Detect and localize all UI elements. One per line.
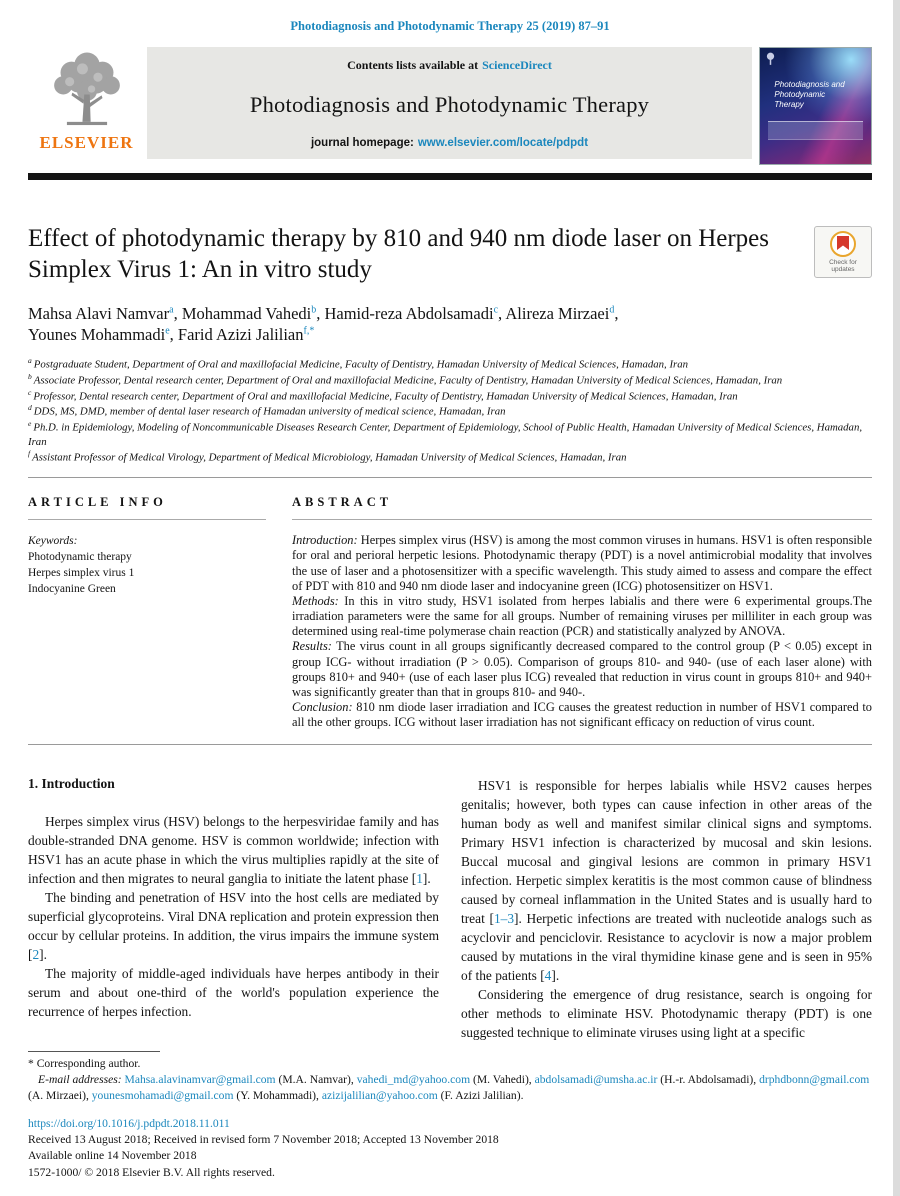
journal-cover-thumbnail: [759, 47, 872, 165]
email-link[interactable]: drphdbonn@gmail.com: [759, 1073, 870, 1087]
crossmark-label: Check for updates: [829, 258, 857, 273]
email-link[interactable]: abdolsamadi@umsha.ac.ir: [534, 1073, 658, 1087]
abstract-paragraph: Methods: In this in vitro study, HSV1 isolated from herpes labialis and there were 6 experimental groups.The irradiation parameters were the same for all groups. Number of remaining viruses per milliliter in each group was determined using real-time polymerase chain reaction (PCR) and statistically analyzed by ANOVA.: [292, 593, 872, 639]
author-affiliation-superscript[interactable]: c: [493, 304, 499, 315]
corresponding-author-note: * Corresponding author.: [28, 1057, 141, 1070]
issn-copyright-line: 1572-1000/ © 2018 Elsevier B.V. All rights reserved.: [28, 1165, 275, 1179]
text-segment: The majority of middle-aged individuals have herpes antibody in their serum and about one-third of the world's population experience the recurrence of herpes infection.: [28, 965, 439, 1019]
article-info-column: [28, 495, 266, 730]
masthead-box: [147, 47, 752, 159]
journal-reference-header: Photodiagnosis and Photodynamic Therapy 25 (2019) 87–91: [290, 19, 610, 33]
section-heading-introduction: 1. Introduction: [28, 775, 115, 791]
masthead-divider-bar: [28, 173, 872, 180]
contents-line: [153, 58, 746, 73]
author: Mohammad Vahedi$^b$,: [181, 303, 325, 323]
info-abstract-section: [28, 495, 872, 730]
text-segment: (F. Azizi Jalilian).: [437, 1088, 524, 1102]
text-segment: The binding and penetration of HSV into the host cells are mediated by superficial glycoproteins. Viral DNA replication and protein expression then occur by cellular proteins. In addition, the virus impairs the immune system [: [28, 889, 439, 962]
elsevier-wordmark: ELSEVIER: [39, 133, 134, 152]
text-segment: (M.A. Namvar),: [275, 1073, 357, 1087]
footnote-rule: [28, 1051, 160, 1052]
keyword-item: Herpes simplex virus 1: [28, 567, 135, 580]
text-segment: HSV1 is responsible for herpes labialis while HSV2 causes herpes genitalis; however, both types can cause infection in other areas of the human body as well and manifest similar clinical signs and symptoms. Primary HSV1 infection is characterized by mucosal and skin lesions. Buccal mucosal and gingival lesions are common in primary HSV1 infection. Herpetic simplex keratitis is the most common cause of blindness caused by corneal inflammation in the United States and is usually hard to treat [: [461, 777, 872, 926]
doi-link[interactable]: https://doi.org/10.1016/j.pdpdt.2018.11.011: [28, 1117, 230, 1131]
author: Mahsa Alavi Namvar$^a$,: [28, 303, 182, 323]
authors-line: [28, 303, 653, 346]
abstract-heading: ABSTRACT: [292, 495, 872, 520]
text-segment: (Y. Mohammadi),: [233, 1088, 322, 1102]
keywords-label: Keywords:: [28, 535, 78, 548]
affiliation-item: $^b$ Associate Professor, Dental research center, Department of Oral and maxillofacial Medicine, Faculty of Dentistry, Hamadan University of Medical Sciences, Hamadan, Iran: [28, 372, 783, 387]
email-addresses-line: [28, 1072, 872, 1103]
section-divider: [28, 477, 872, 478]
author-affiliation-superscript[interactable]: e: [165, 325, 170, 337]
cover-band: [768, 121, 863, 140]
article-info-heading: ARTICLE INFO: [28, 495, 266, 520]
text-segment: ].: [422, 870, 431, 886]
first-page-footnotes: [28, 1051, 872, 1180]
page-scan-edge: [893, 0, 900, 1196]
article-title: Effect of photodynamic therapy by 810 and 940 nm diode laser on Herpes Simplex Virus 1: An in vitro study: [28, 225, 770, 283]
author: Farid Azizi Jalilian$^{f,*}$: [177, 324, 315, 344]
citation-ref[interactable]: 1: [416, 870, 423, 886]
author-affiliation-superscript[interactable]: a: [169, 304, 174, 315]
body-paragraph: [28, 812, 439, 888]
email-link[interactable]: vahedi_md@yahoo.com: [356, 1073, 471, 1087]
body-text-section: [28, 776, 872, 1042]
body-right-column: [461, 776, 872, 1042]
affiliation-item: $^d$ DDS, MS, DMD, member of dental laser research of Hamadan university of medical science, Hamadan, Iran: [28, 403, 506, 418]
available-online-line: Available online 14 November 2018: [28, 1149, 197, 1163]
author-affiliation-superscript[interactable]: d: [609, 304, 615, 315]
text-segment: (H.-r. Abdolsamadi),: [657, 1073, 760, 1087]
affiliation-item: $^f$ Assistant Professor of Medical Virology, Department of Medical Microbiology, Hamadan University of Medical Sciences, Hamadan, Iran: [28, 448, 627, 464]
sciencedirect-link[interactable]: ScienceDirect: [482, 58, 552, 72]
text-segment: ].: [551, 967, 560, 983]
received-dates-line: Received 13 August 2018; Received in revised form 7 November 2018; Accepted 13 November 2018: [28, 1133, 499, 1147]
keyword-item: Indocyanine Green: [28, 583, 116, 596]
citation-ref[interactable]: 2: [32, 946, 40, 962]
crossmark-icon: [830, 231, 856, 257]
abstract-paragraph: Conclusion: 810 nm diode laser irradiation and ICG causes the greatest reduction in number of HSV1 compared to all the other groups. ICG without laser irradiation has not significant efficacy on reduction of virus count.: [292, 700, 872, 730]
abstract-paragraph: Results: The virus count in all groups significantly decreased compared to the control group (P < 0.05) except in group ICG- without irradiation (P > 0.05). Comparison of groups 810- and 940- (use of each laser alone) with groups 810+ and 940+ (use of each laser plus ICG) revealed that reduction in virus count in groups 810+ and 940+ was significantly greater than that in groups 810- and 940-.: [292, 639, 872, 700]
text-segment: Considering the emergence of drug resistance, search is ongoing for other methods to eliminate HSV. Photodynamic therapy (PDT) is one suggested technique to eliminate viruses using light at a specific: [461, 986, 872, 1040]
crossmark-check-updates-badge[interactable]: [814, 226, 872, 278]
section-divider: [28, 744, 872, 745]
citation-ref[interactable]: 4: [544, 967, 552, 983]
text-segment: ]. Herpetic infections are treated with nucleotide analogs such as acyclovir and penciclovir. Resistance to acyclovir is now a major problem caused by mutations in the viral thymidine kinase gene and is seen in 95% of the patients [: [461, 910, 873, 983]
text-segment: (M. Vahedi),: [470, 1073, 535, 1087]
affiliation-item: $^e$ Ph.D. in Epidemiology, Modeling of Noncommunicable Diseases Research Center, Department of Epidemiology, School of Public Health, Hamadan University of Medical Sciences, Hamadan, Iran: [28, 418, 863, 448]
homepage-line: [153, 137, 746, 149]
author: Hamid-reza Abdolsamadi$^c$,: [324, 303, 506, 323]
email-link[interactable]: younesmohamadi@gmail.com: [91, 1088, 234, 1102]
elsevier-logo: [28, 47, 145, 165]
keyword-item: Photodynamic therapy: [28, 551, 132, 564]
contents-prefix: Contents lists available at: [347, 58, 479, 72]
affiliation-item: $^c$ Professor, Dental research center, Department of Oral and maxillofacial Medicine, Faculty of Dentistry, Hamadan University of Medical Sciences, Hamadan, Iran: [28, 387, 738, 403]
keywords-block: [28, 533, 266, 597]
journal-title: Photodiagnosis and Photodynamic Therapy: [249, 92, 650, 117]
affiliations-list: [28, 356, 872, 464]
cover-title: Photodiagnosis and Photodynamic Therapy: [774, 80, 845, 110]
masthead: [28, 47, 872, 165]
text-segment: ].: [39, 946, 47, 962]
journal-homepage-link[interactable]: www.elsevier.com/locate/pdpdt: [417, 137, 589, 149]
body-paragraph: [28, 888, 439, 964]
citation-ref[interactable]: 1–3: [493, 910, 515, 926]
homepage-prefix: journal homepage:: [310, 137, 414, 149]
body-paragraph: [28, 964, 439, 1021]
affiliation-item: $^a$ Postgraduate Student, Department of Oral and maxillofacial Medicine, Faculty of Dentistry, Hamadan University of Medical Sciences, Hamadan, Iran: [28, 356, 689, 371]
email-link[interactable]: azizijalilian@yahoo.com: [321, 1088, 438, 1102]
cover-elsevier-mark-icon: [765, 52, 776, 67]
abstract-column: [292, 495, 872, 730]
text-segment: Herpes simplex virus (HSV) belongs to the herpesviridae family and has double-stranded DNA genome. HSV is common worldwide; infection with HSV1 has an acute phase in which the virus multiplies rapidly at the site of infection and then migrates to neural ganglia to initiate the latent phase [: [28, 813, 439, 886]
body-paragraph: [461, 985, 872, 1042]
crossmark-bookmark-icon: [837, 236, 849, 251]
author-affiliation-superscript[interactable]: f,*: [303, 325, 315, 337]
body-paragraph: [461, 776, 872, 985]
elsevier-tree-icon: [41, 47, 133, 131]
email-link[interactable]: Mahsa.alavinamvar@gmail.com: [124, 1073, 276, 1087]
text-segment: (A. Mirzaei),: [28, 1088, 92, 1102]
abstract-paragraph: Introduction: Herpes simplex virus (HSV) is among the most common viruses in humans. HSV1 is often responsible for oral and perioral herpetic lesions. Photodynamic therapy (PDT) is a novel antimicrobial modality that involves the use of laser and a photosensitizer with a specific wavelength. This study aimed to assess and compare the effect of PDT with 810 and 940 nm diode laser and indocyanine green (ICG) photosensitizer on HSV1.: [292, 533, 872, 593]
title-row: [28, 224, 872, 286]
text-segment: E-mail addresses:: [38, 1073, 125, 1087]
body-left-column: [28, 776, 439, 1042]
author: Alireza Mirzaei$^d$,: [505, 303, 619, 323]
author-affiliation-superscript[interactable]: b: [311, 304, 317, 315]
author: Younes Mohammadi$^e$,: [28, 324, 178, 344]
